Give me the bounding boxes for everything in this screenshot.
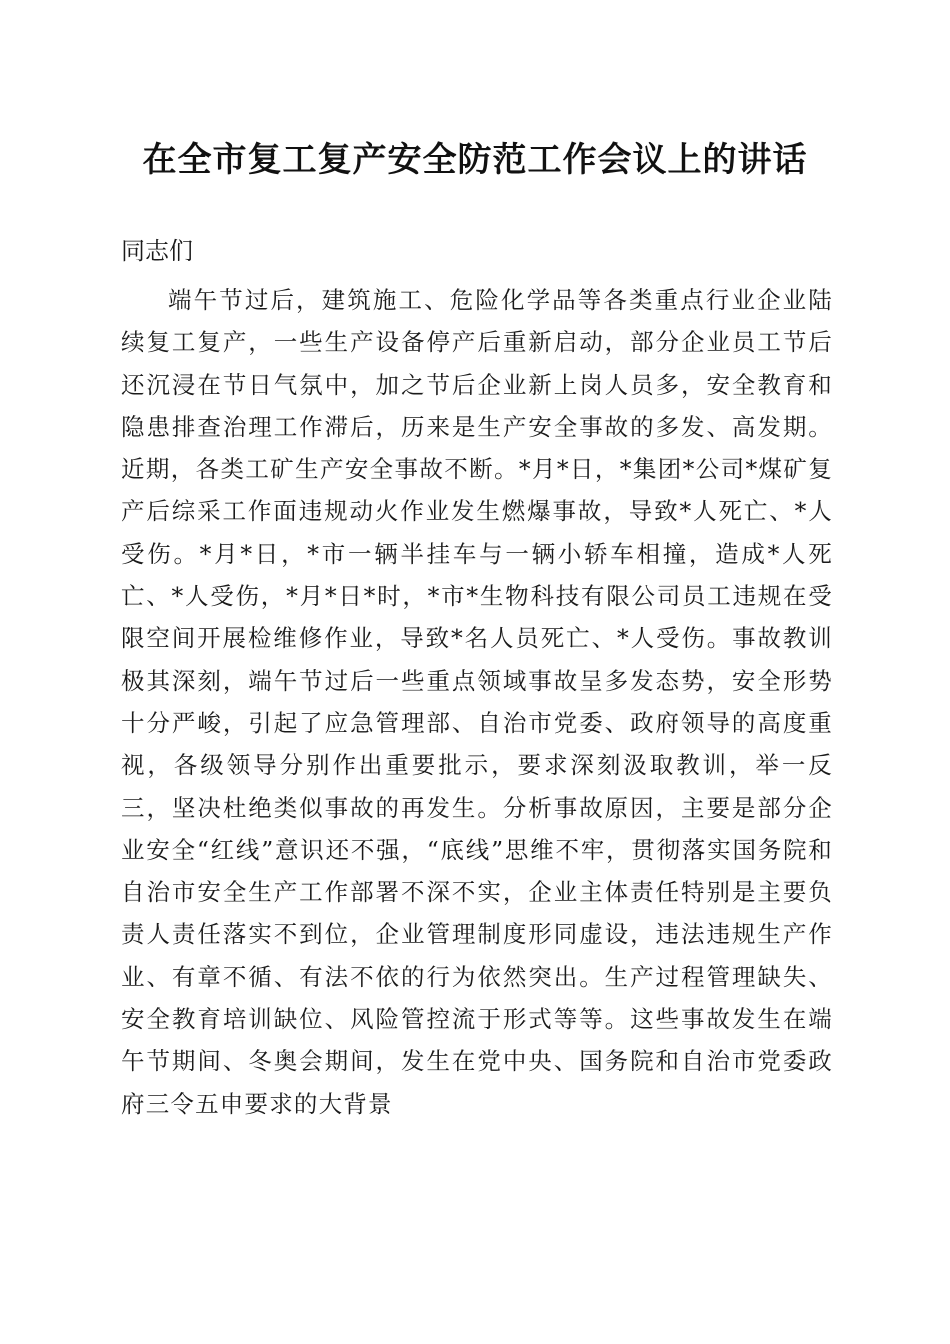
body-paragraph: 端午节过后，建筑施工、危险化学品等各类重点行业企业陆续复工复产，一些生产设备停产后重新启动，部分企业员工节后还沉浸在节日气氛中，加之节后企业新上岗人员多，安全教育和隐患排查治理工作滞后，历来是生产安全事故的多发、高发期。近期，各类工矿生产安全事故不断。*月*日，*集团*公司*煤矿复产后综采工作面违规动火作业发生燃爆事故，导致*人死亡、*人受伤。*月*日，*市一辆半挂车与一辆小轿车相撞，造成*人死亡、*人受伤，*月*日*时，*市*生物科技有限公司员工违规在受限空间开展检维修作业，导致*名人员死亡、*人受伤。事故教训极其深刻，端午节过后一些重点领域事故呈多发态势，安全形势十分严峻，引起了应急管理部、自治市党委、政府领导的高度重视，各级领导分别作出重要批示，要求深刻汲取教训，举一反三，坚决杜绝类似事故的再发生。分析事故原因，主要是部分企业安全“红线”意识还不强，“底线”思维不牢，贯彻落实国务院和自治市安全生产工作部署不深不实，企业主体责任特别是主要负责人责任落实不到位，企业管理制度形同虚设，违法违规生产作业、有章不循、有法不依的行为依然突出。生产过程管理缺失、安全教育培训缺位、风险管控流于形式等等。这些事故发生在端午节期间、冬奥会期间，发生在党中央、国务院和自治市党委政府三令五申要求的大背景 (121, 286, 833, 1118)
document-title: 在全市复工复产安全防范工作会议上的讲话 (142, 140, 808, 180)
salutation: 同志们 (121, 237, 193, 265)
